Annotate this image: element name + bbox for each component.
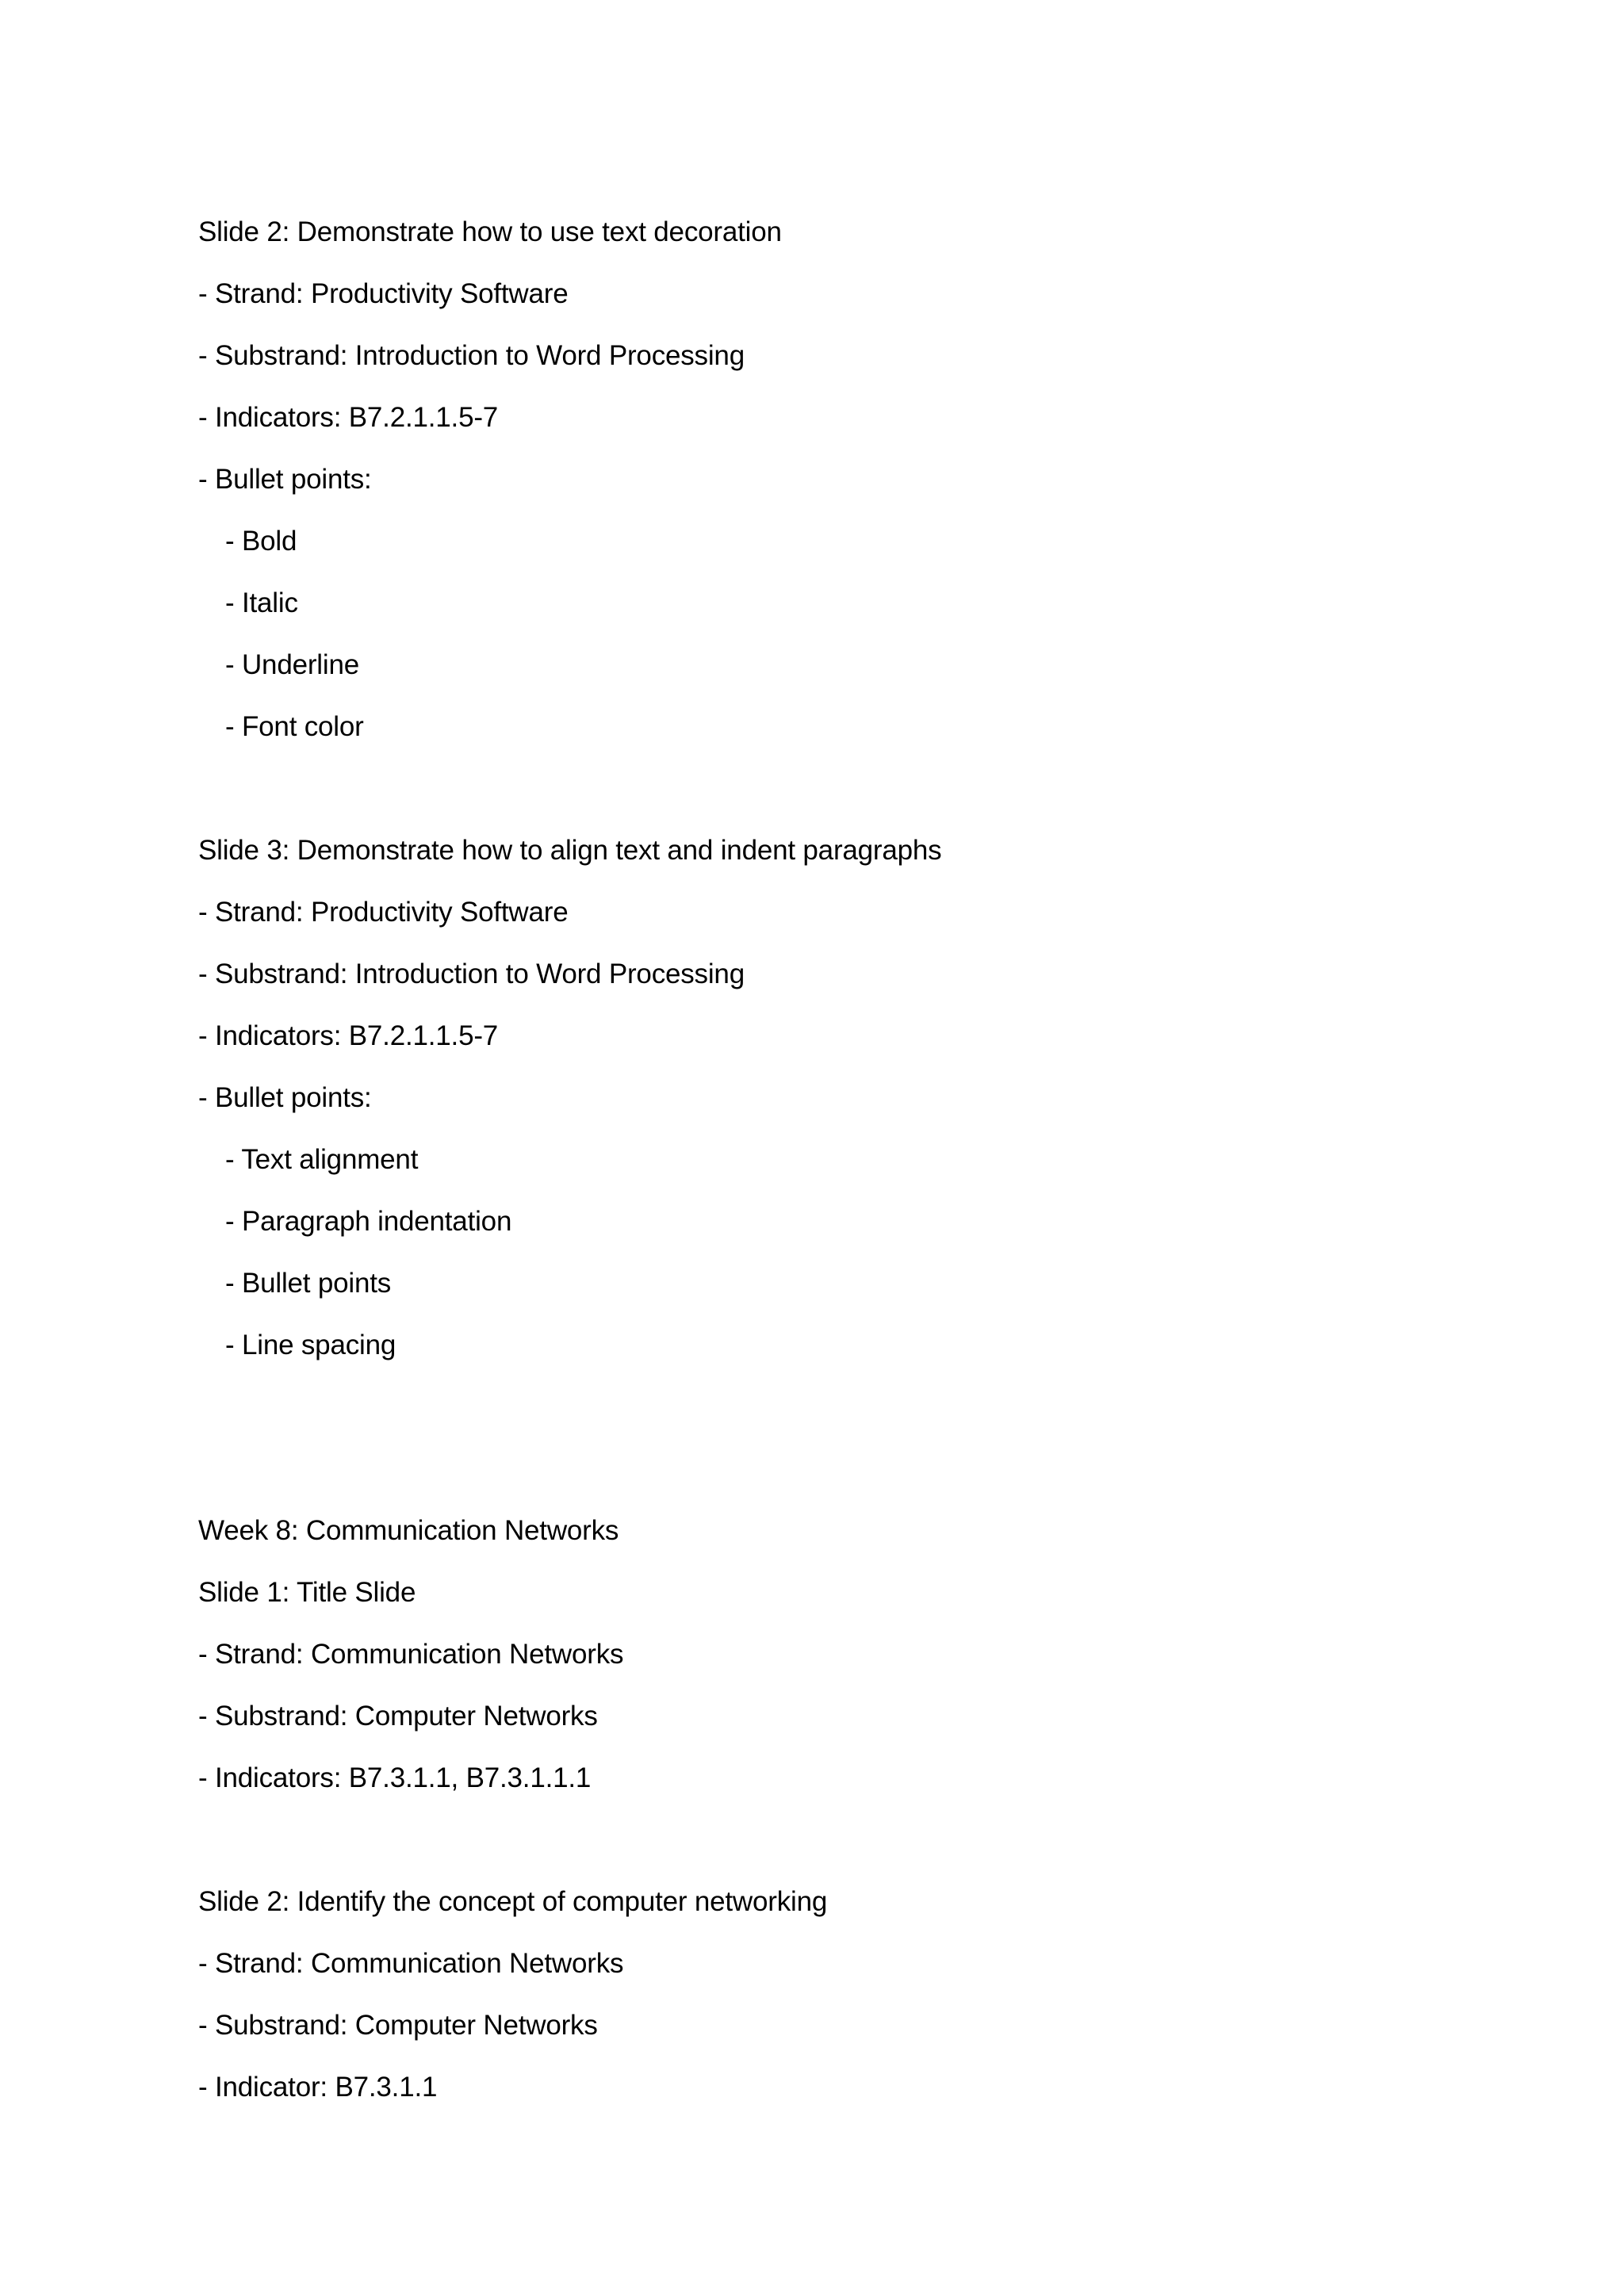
sub-list-item: - Text alignment [225,1144,419,1175]
list-item: - Indicators: B7.2.1.1.5-7 [198,402,499,433]
list-item: - Substrand: Introduction to Word Processing [198,340,745,371]
list-item: - Strand: Communication Networks [198,1948,624,1979]
section-heading: Slide 2: Demonstrate how to use text decoration [198,216,782,247]
sub-list-item: - Paragraph indentation [225,1206,512,1237]
list-item: - Substrand: Computer Networks [198,2010,598,2041]
sub-list-item: - Bold [225,526,297,557]
list-item: - Strand: Communication Networks [198,1639,624,1670]
sub-list-item: - Italic [225,587,298,618]
list-item: - Bullet points: [198,464,372,495]
list-item: - Substrand: Introduction to Word Processing [198,959,745,989]
list-item: - Bullet points: [198,1082,372,1113]
section-heading: Slide 3: Demonstrate how to align text and indent paragraphs [198,835,942,866]
sub-list-item: - Bullet points [225,1268,392,1299]
list-item: - Strand: Productivity Software [198,897,569,928]
slide-title: Slide 1: Title Slide [198,1577,416,1608]
list-item: - Indicators: B7.2.1.1.5-7 [198,1020,499,1051]
sub-list-item: - Font color [225,711,364,742]
sub-list-item: - Line spacing [225,1330,396,1360]
week-heading: Week 8: Communication Networks [198,1515,619,1546]
sub-list-item: - Underline [225,649,359,680]
list-item: - Indicators: B7.3.1.1, B7.3.1.1.1 [198,1762,592,1793]
section-heading: Slide 2: Identify the concept of computer networking [198,1886,828,1917]
list-item: - Substrand: Computer Networks [198,1701,598,1732]
list-item: - Indicator: B7.3.1.1 [198,2072,438,2103]
list-item: - Strand: Productivity Software [198,278,569,309]
